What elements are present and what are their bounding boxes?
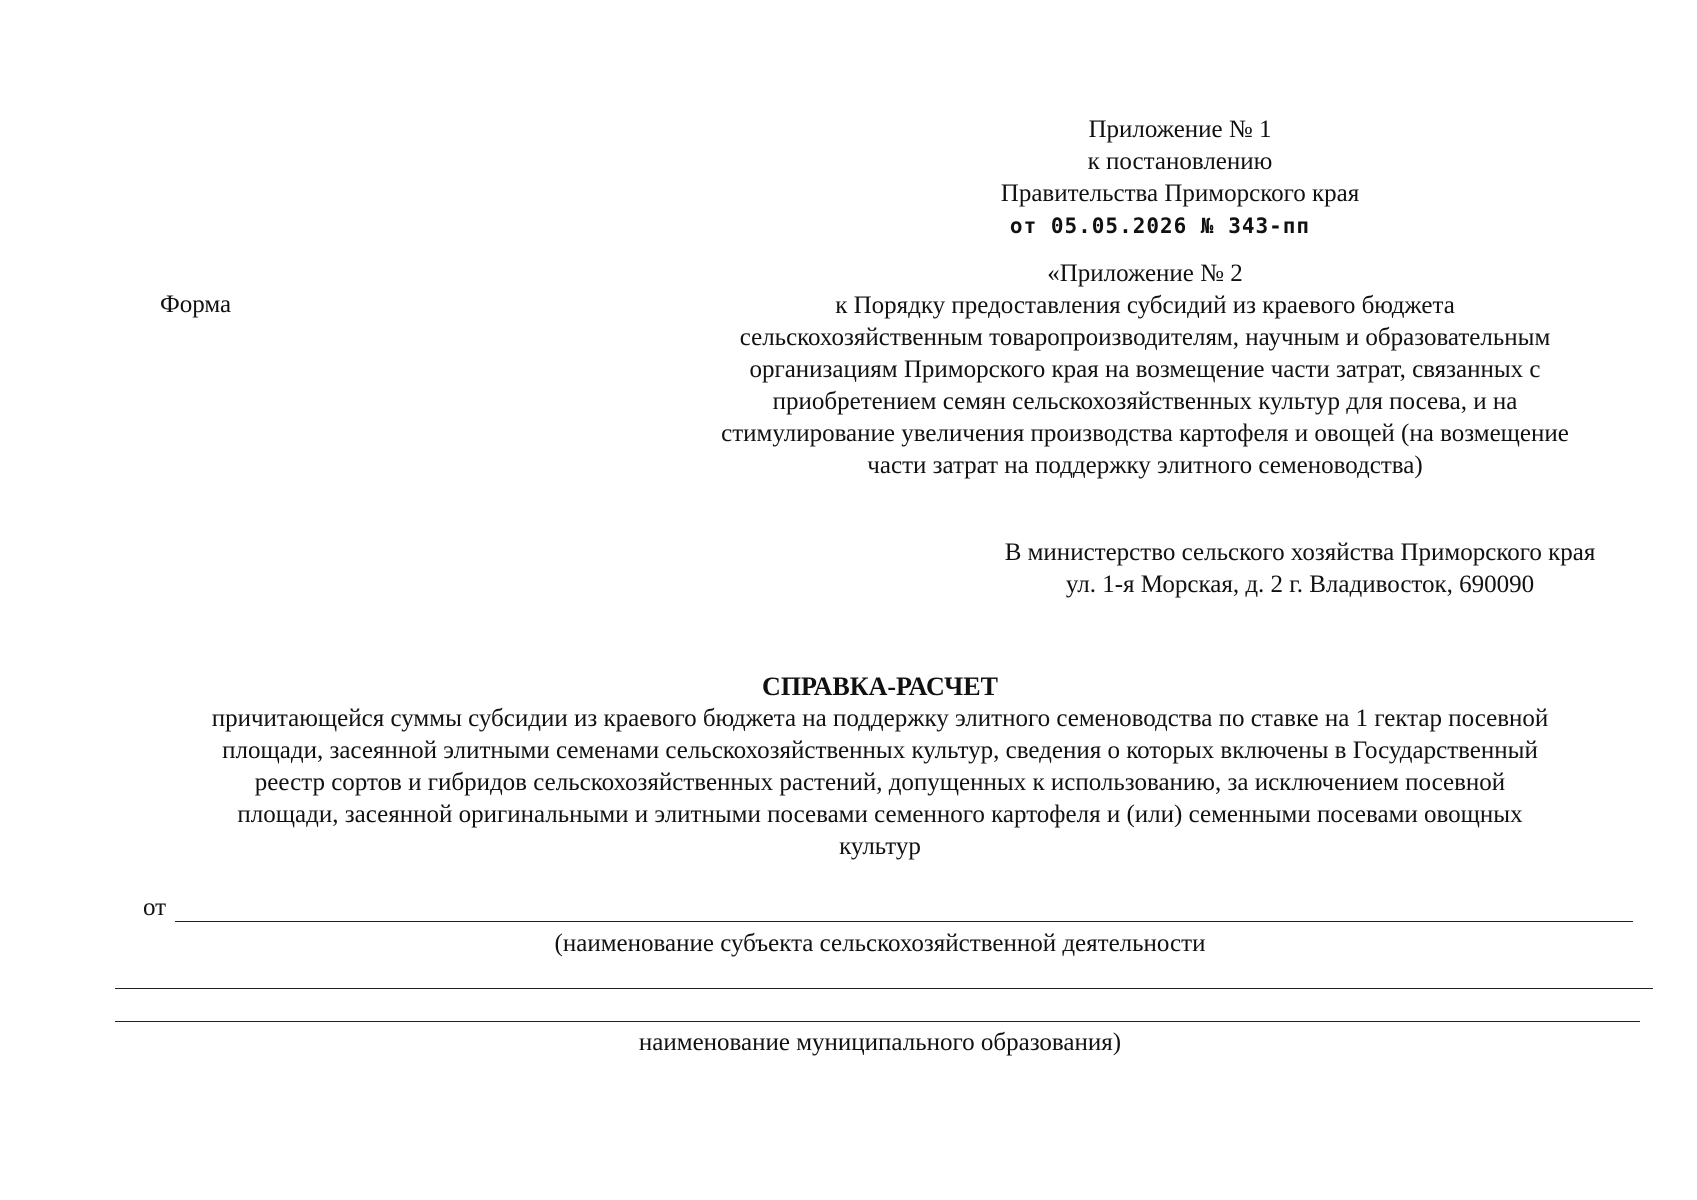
from-label: от [143,894,167,921]
appendix-2-line: стимулирование увеличения производства картофеля и овощей (на возмещение [721,420,1569,447]
appendix-2-line: «Приложение № 2 [1047,260,1243,287]
municipality-fill-line[interactable] [115,1021,1640,1022]
appendix-1-government: Правительства Приморского края [1000,180,1360,207]
appendix-1-number: Приложение № 1 [1088,116,1272,143]
document-subtitle-line: причитающейся суммы субсидии из краевого бюджета на поддержку элитного семеноводства по ставке на 1 гектар посевной [211,705,1549,732]
document-subtitle-line: культур [839,833,921,860]
municipality-name-hint: наименование муниципального образования) [638,1029,1122,1056]
document-title: СПРАВКА-РАСЧЕТ [762,672,998,701]
recipient-ministry: В министерство сельского хозяйства Приморского края [1004,539,1596,566]
subject-name-fill-line[interactable] [175,921,1633,922]
appendix-2-line: к Порядку предоставления субсидий из краевого бюджета [835,292,1455,319]
appendix-2-line: части затрат на поддержку элитного семеноводства) [867,452,1423,479]
appendix-1-header [900,114,1460,242]
appendix-2-line: сельскохозяйственным товаропроизводителям, научным и образовательным [739,324,1551,351]
subject-name-fill-line-2[interactable] [115,988,1653,989]
appendix-2-line: организациям Приморского края на возмещение части затрат, связанных с [749,356,1541,383]
appendix-2-line: приобретением семян сельскохозяйственных культур для посева, и на [772,388,1518,415]
appendix-1-to-decree: к постановлению [1087,148,1273,175]
document-subtitle-line: площади, засеянной элитными семенами сельскохозяйственных культур, сведения о которых включены в Государственный [222,737,1538,764]
recipient-address [860,537,1697,601]
appendix-2-header [600,258,1690,482]
document-subtitle-line: площади, засеянной оригинальными и элитными посевами семенного картофеля и (или) семенными посевами овощных [237,801,1523,828]
document-subtitle-line: реестр сортов и гибридов сельскохозяйственных растений, допущенных к использованию, за исключением посевной [254,769,1506,796]
subject-name-hint: (наименование субъекта сельскохозяйственной деятельности [554,930,1206,957]
document-title-block [100,671,1660,863]
form-label: Форма [160,291,232,318]
recipient-street: ул. 1-я Морская, д. 2 г. Владивосток, 690090 [1065,571,1535,598]
decree-date-number-stamp: от 05.05.2026 № 343-пп [1009,214,1311,238]
